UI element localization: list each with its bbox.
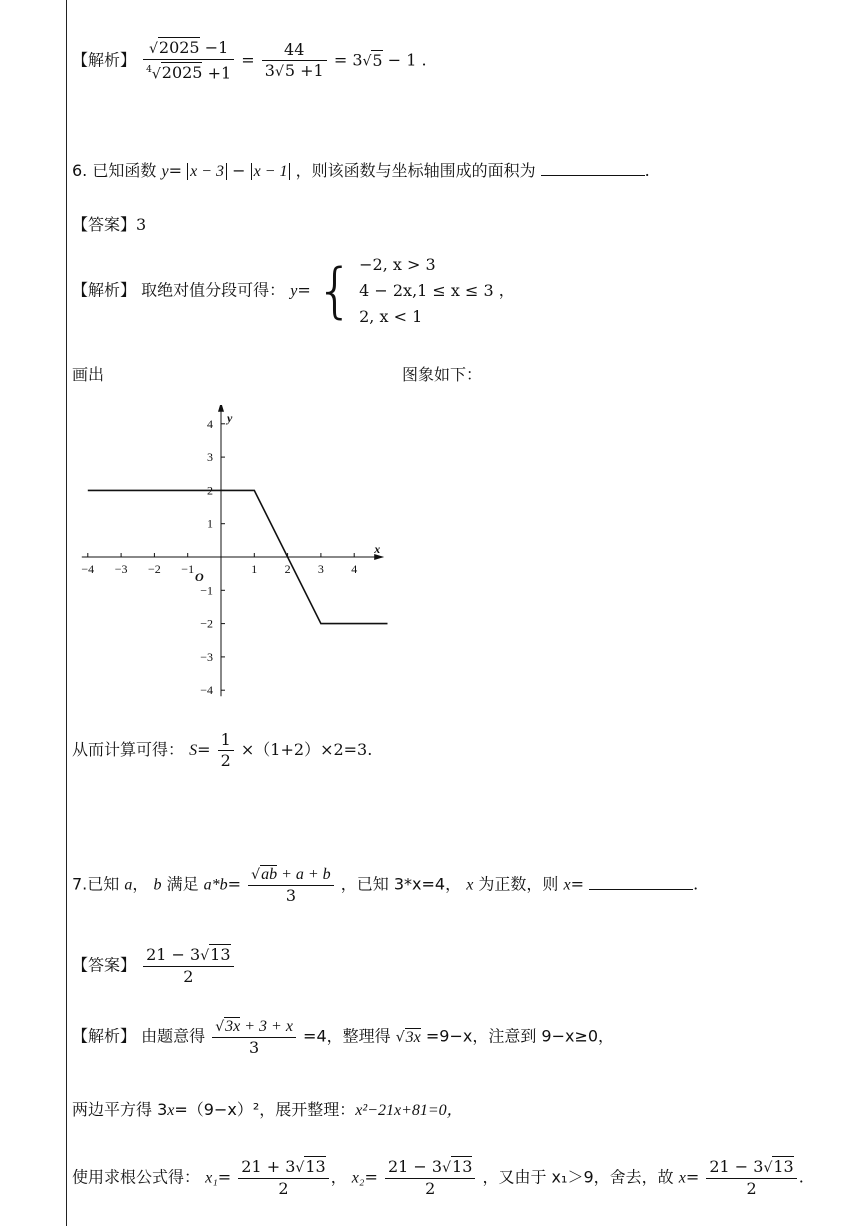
- y-tick-label: 2: [207, 483, 213, 498]
- origin-label: O: [195, 570, 204, 584]
- solution-7-line-3: 使用求根公式得： x₁= $\frac{21 + 3√13}{2}$ ， x₂= $\frac{21 - 3√13}{2}$ ，又由于 x₁＞9，舍去，故 x= $\frac{21 - 3√13}{2}$ .: [72, 1157, 804, 1198]
- x-axis-label: x: [374, 542, 381, 556]
- x-tick-label: −2: [148, 562, 161, 576]
- solution-6: 【解析】 取绝对值分段可得： y= { −2, x > 3 4 − 2x,1 ≤ x ≤ 3 2, x < 1 ，: [72, 252, 515, 330]
- solution-7: 【解析】 由题意得 $\frac{√3x + 3 + x}{3}$ =4，整理得 √3x =9−x，注意到 9−x≥0，: [72, 1018, 615, 1057]
- y-axis-arrow: [218, 405, 224, 412]
- definition-fraction: $\frac{√ab + a + b}{3}$: [248, 864, 334, 906]
- fraction-1: $\frac{√2025 -1}{^4√2025 +1}$: [143, 38, 234, 84]
- solution-7-line-2: 两边平方得 3x=（9−x）²，展开整理：x²−21x+81=0，: [72, 1100, 463, 1119]
- y-tick-label: −3: [200, 649, 213, 664]
- cases-brace: {: [315, 256, 355, 326]
- piecewise-cases: −2, x > 3 4 − 2x,1 ≤ x ≤ 3 2, x < 1: [359, 255, 494, 326]
- draw-left-text: 画出: [72, 365, 105, 384]
- x-tick-label: −4: [81, 562, 95, 576]
- answer-7: 【答案】 $\frac{21 - 3√13}{2}$: [72, 945, 236, 987]
- area-calculation: 从而计算可得： S= $\frac{1}{2}$ ×（1+2）×2=3.: [72, 730, 373, 770]
- x-tick-label: 4: [351, 562, 358, 576]
- x-tick-label: −1: [181, 562, 195, 576]
- answer-fraction: $\frac{21 - 3√13}{2}$: [143, 945, 233, 987]
- x-tick-label: 1: [251, 562, 258, 576]
- answer-blank: [589, 875, 693, 890]
- question-6: 6. 已知函数 y= x − 3 − x − 1 ，则该函数与坐标轴围成的面积为 .: [72, 161, 650, 180]
- question-7: 7.已知 a， b 满足 a*b= $\frac{√ab + a + b}{3}$ ，已知 3*x=4， x 为正数，则 x= .: [72, 866, 699, 905]
- root-fraction-3: $\frac{21 - 3√13}{2}$: [706, 1157, 796, 1199]
- x-tick-label: 2: [284, 562, 291, 576]
- root-fraction-2: $\frac{21 - 3√13}{2}$: [385, 1157, 475, 1199]
- fraction-2: $\frac{44}{3√5 +1}$: [262, 40, 327, 82]
- y-tick-label: −1: [200, 583, 213, 598]
- draw-right-text: 图象如下：: [402, 365, 483, 384]
- page-margin-line: [66, 0, 67, 1226]
- y-tick-label: −2: [200, 616, 213, 631]
- x-tick-label: 3: [317, 562, 324, 576]
- function-graph: [72, 405, 402, 705]
- solution-5: 【解析】 $\frac{√2025 -1}{^4√2025 +1}$ = $\frac{44}{3√5 +1}$ = 3√5 − 1 .: [72, 38, 427, 83]
- y-tick-label: 4: [207, 416, 213, 431]
- answer-blank: [541, 161, 645, 176]
- half-fraction: $\frac{1}{2}$: [218, 730, 234, 771]
- root-fraction-1: $\frac{21 + 3√13}{2}$: [238, 1157, 328, 1199]
- y-tick-label: 1: [207, 516, 213, 531]
- solution-tag: 【解析】: [72, 50, 137, 70]
- y-tick-label: −4: [200, 683, 213, 698]
- x-tick-label: −3: [114, 562, 128, 576]
- y-tick-label: 3: [207, 450, 213, 465]
- y-axis-label: y: [227, 410, 233, 425]
- answer-6: 【答案】3: [72, 215, 147, 234]
- equation-fraction: $\frac{√3x + 3 + x}{3}$: [212, 1016, 296, 1058]
